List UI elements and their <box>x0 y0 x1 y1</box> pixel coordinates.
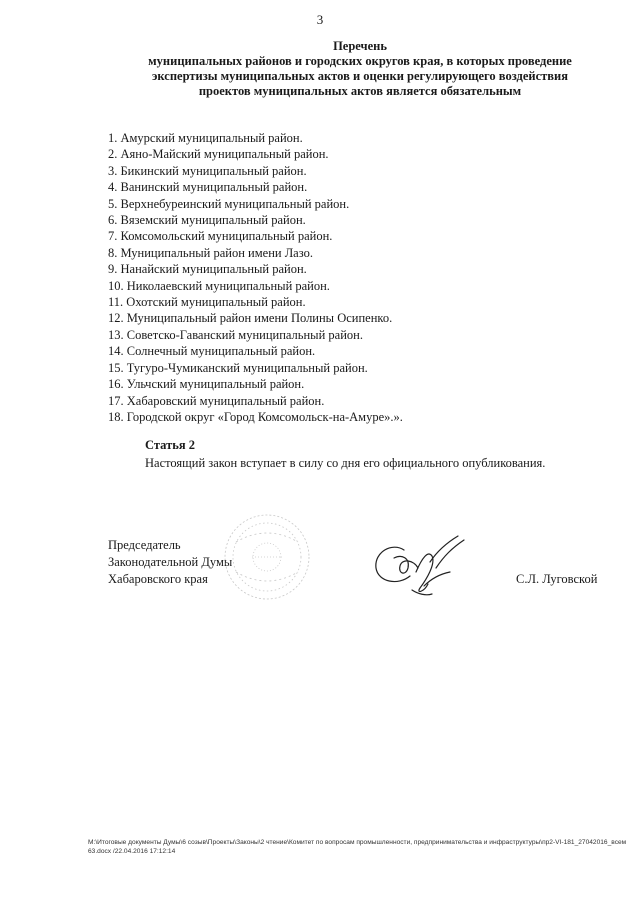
signer-position-line-1: Председатель <box>108 538 181 552</box>
heading-line-1: муниципальных районов и городских округов края, в которых проведение <box>148 54 572 68</box>
heading-line-2: экспертизы муниципальных актов и оценки регулирующего воздействия <box>152 69 568 83</box>
document-heading <box>90 39 630 99</box>
list-item: 1. Амурский муниципальный район. <box>108 131 303 145</box>
page-number: 3 <box>316 12 324 27</box>
list-item: 14. Солнечный муниципальный район. <box>108 344 316 359</box>
districts-list <box>108 130 608 425</box>
list-item: 10. Николаевский муниципальный район. <box>108 278 330 293</box>
list-item: 8. Муниципальный район имени Лазо. <box>108 245 313 260</box>
signer-position-line-2: Законодательной Думы <box>108 555 233 569</box>
signer-position-line-3: Хабаровского края <box>108 572 208 586</box>
file-path-footer: M:\Итоговые документы Думы\6 созыв\Проекты\Законы\2 чтение\Комитет по вопросам промышленности, предпринимательства и инфраструктуры\пр2-VI-181_27042016_всем63.docx /22.04.2016 17:12:14 <box>88 839 627 855</box>
list-item: 15. Тугуро-Чумиканский муниципальный район. <box>108 360 368 375</box>
article-text: Настоящий закон вступает в силу со дня его официального опубликования. <box>145 456 546 470</box>
signer-position <box>108 537 232 588</box>
article-title: Статья 2 <box>145 438 195 452</box>
list-item: 5. Верхнебуреинский муниципальный район. <box>108 196 350 211</box>
list-item: 7. Комсомольский муниципальный район. <box>108 229 333 244</box>
list-item: 2. Аяно-Майский муниципальный район. <box>108 147 329 162</box>
handwritten-signature <box>366 528 476 600</box>
list-item: 11. Охотский муниципальный район. <box>108 295 306 310</box>
signer-name: С.Л. Луговской <box>516 572 598 586</box>
list-item: 3. Бикинский муниципальный район. <box>108 163 307 178</box>
heading-line-3: проектов муниципальных актов является обязательным <box>198 84 522 98</box>
list-item: 12. Муниципальный район имени Полины Осипенко. <box>108 311 393 326</box>
list-item: 6. Вяземский муниципальный район. <box>108 213 306 228</box>
official-stamp <box>222 512 312 602</box>
list-item: 16. Ульчский муниципальный район. <box>108 377 305 392</box>
list-item: 4. Ванинский муниципальный район. <box>108 180 308 195</box>
list-item: 13. Советско-Гаванский муниципальный район. <box>108 327 363 342</box>
list-item: 9. Нанайский муниципальный район. <box>108 262 307 277</box>
list-item: 17. Хабаровский муниципальный район. <box>108 393 325 408</box>
list-item: 18. Городской округ «Город Комсомольск-на-Амуре».». <box>108 409 403 424</box>
heading-title: Перечень <box>333 39 387 53</box>
